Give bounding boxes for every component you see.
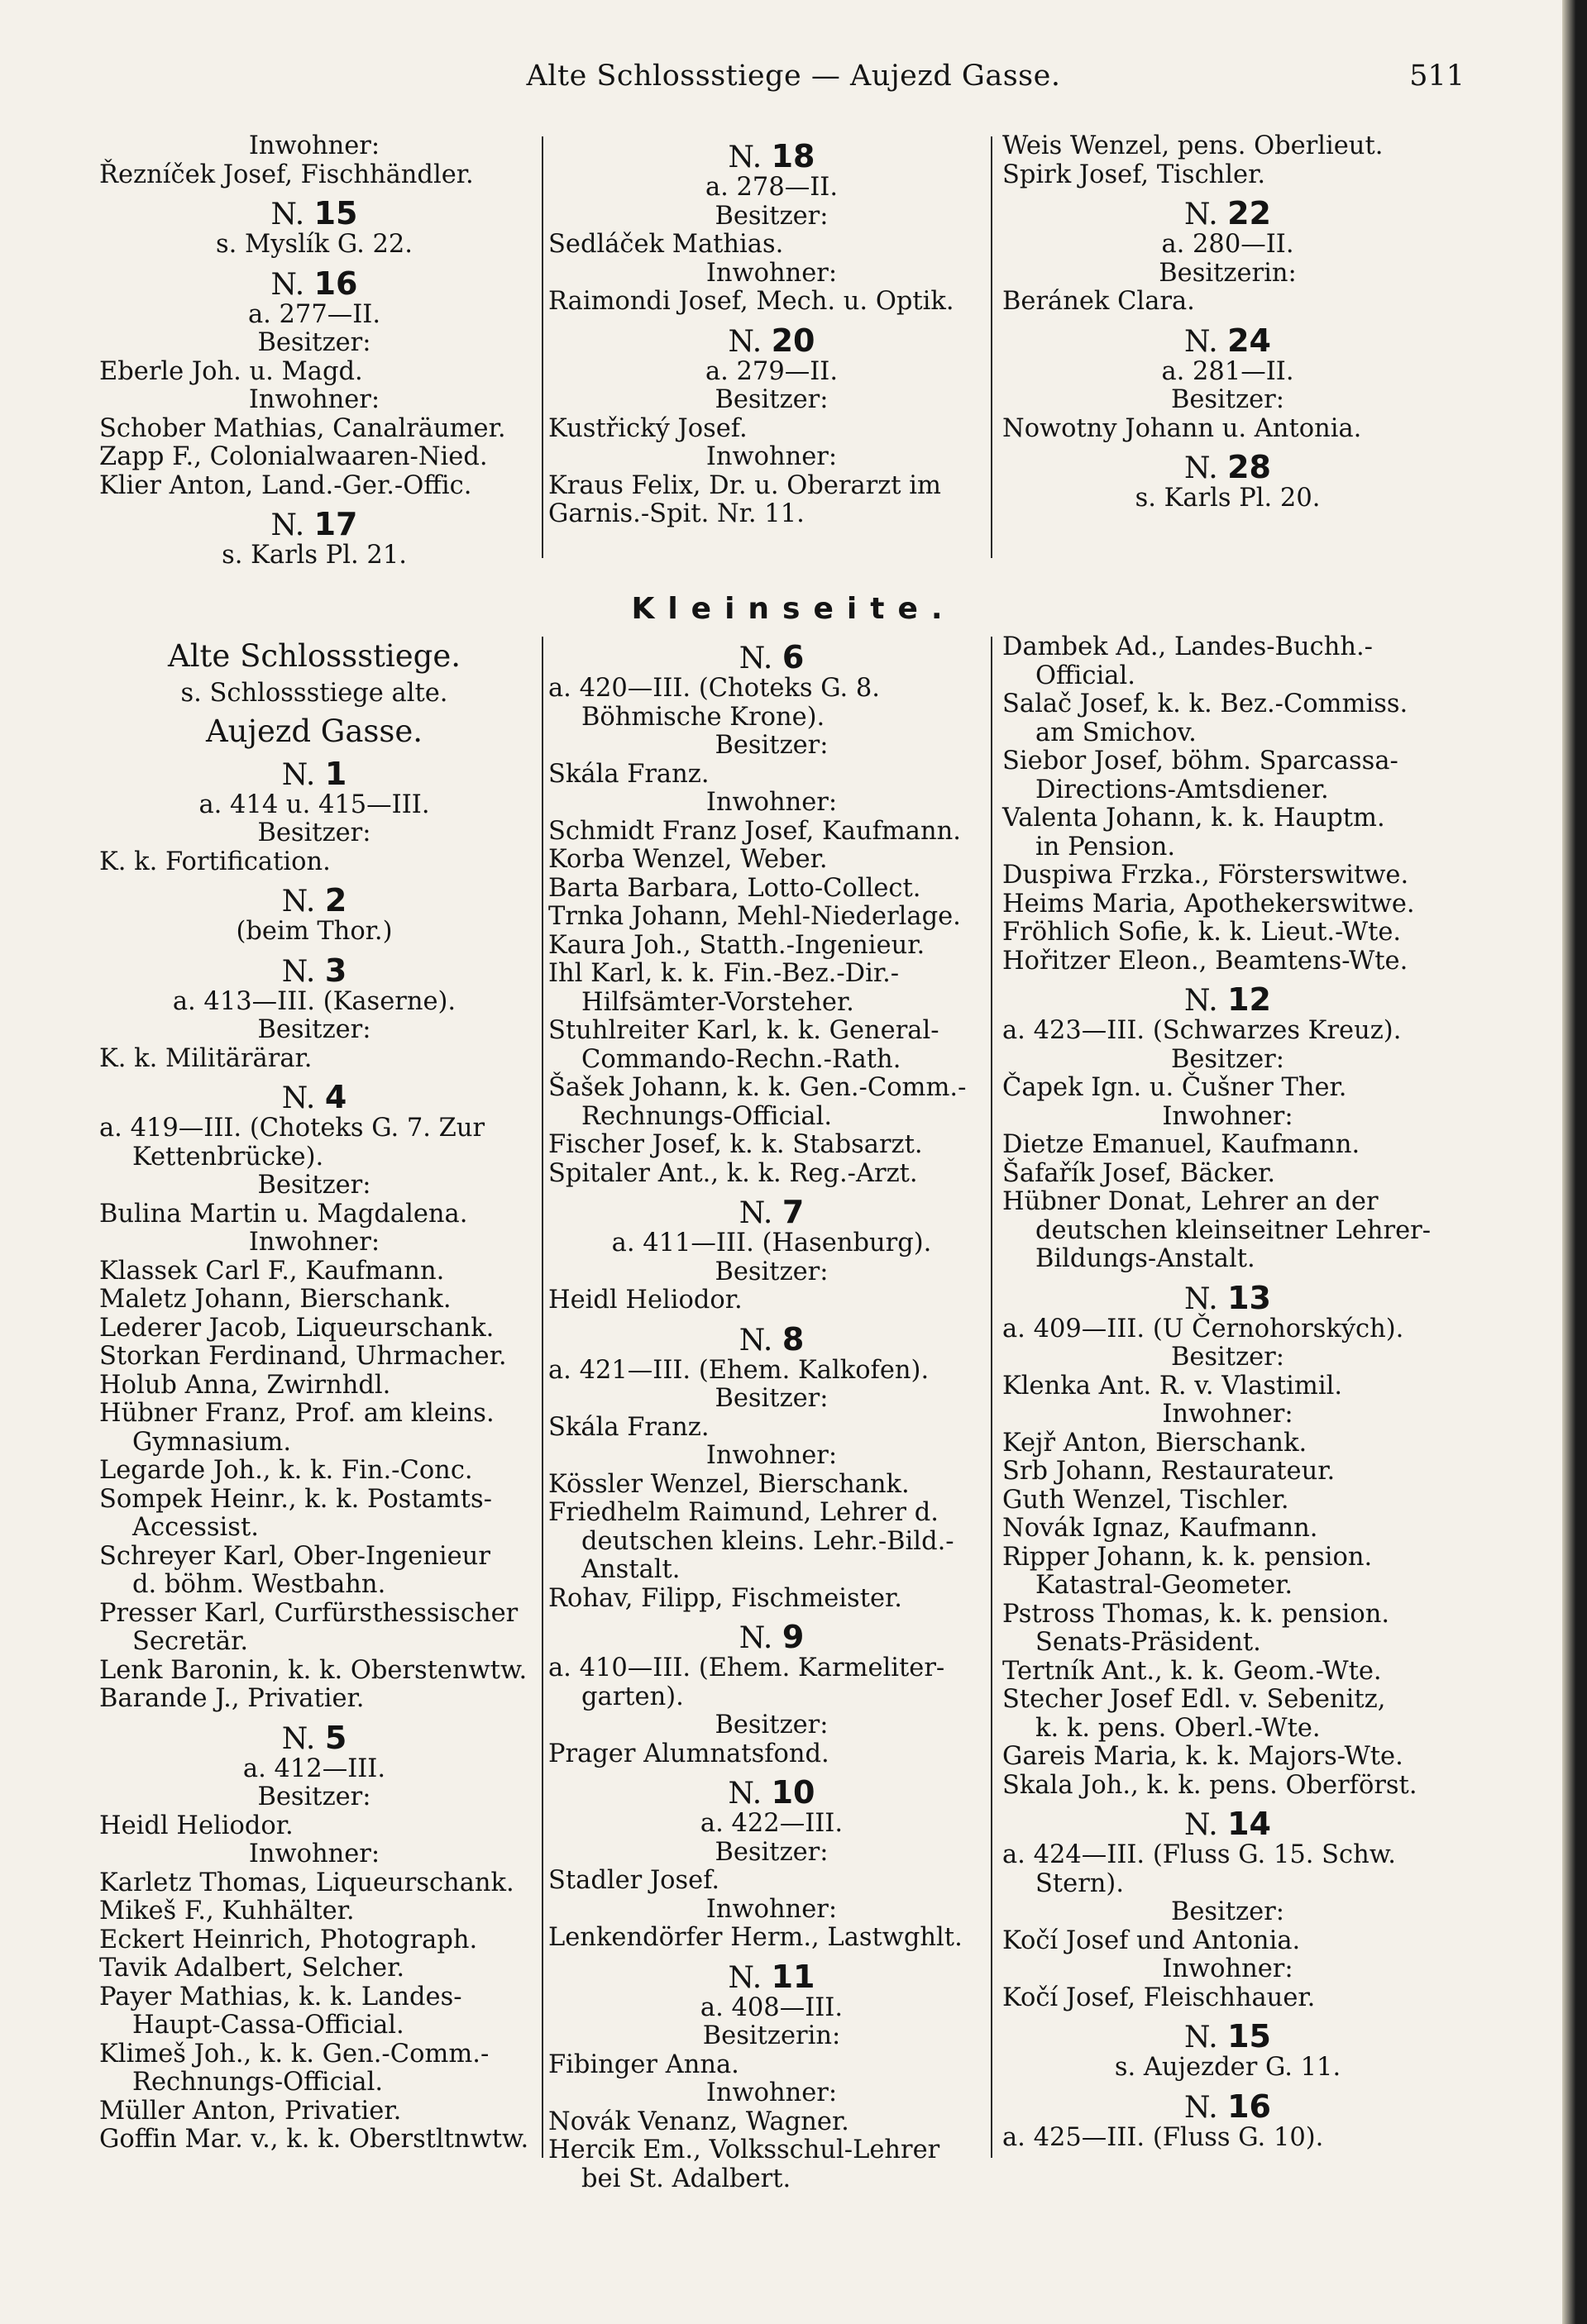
entry-label: Besitzer: xyxy=(257,328,371,357)
entry-label: Inwohner: xyxy=(705,442,838,471)
entry-continuation: k. k. pens. Oberl.-Wte. xyxy=(1035,1713,1321,1743)
entry-label: Besitzer: xyxy=(715,385,829,414)
house-number-prefix: N. xyxy=(728,1777,772,1811)
house-number-prefix: N. xyxy=(1184,1808,1228,1842)
house-number: 22 xyxy=(1227,195,1271,231)
entry-line: Schreyer Karl, Ober-Ingenieur xyxy=(99,1541,490,1571)
entry-line: Klenka Ant. R. v. Vlastimil. xyxy=(1002,1371,1343,1401)
entry-label: a. 280—II. xyxy=(1161,230,1294,259)
entry-continuation: Katastral-Geometer. xyxy=(1035,1571,1293,1600)
house-number-prefix: N. xyxy=(728,141,772,174)
house-number-heading xyxy=(548,1196,995,1229)
entry-line: a. 420—III. (Choteks G. 8. xyxy=(548,674,880,703)
entry-line: Weis Wenzel, pens. Oberlieut. xyxy=(1002,131,1384,160)
entry-continuation: Kettenbrücke). xyxy=(132,1142,324,1172)
entry-line: a. 425—III. (Fluss G. 10). xyxy=(1002,2122,1324,2152)
entry-line: Beránek Clara. xyxy=(1002,287,1195,316)
entry-line: Lenk Baronin, k. k. Oberstenwtw. xyxy=(99,1655,528,1685)
entry-continuation: am Smichov. xyxy=(1035,718,1197,747)
house-number-prefix: N. xyxy=(1184,1281,1228,1316)
entry-line: Holub Anna, Zwirnhdl. xyxy=(99,1370,391,1400)
entry-line: Spirk Josef, Tischler. xyxy=(1002,160,1266,189)
entry-continuation: Senats-Präsident. xyxy=(1035,1628,1261,1657)
entry-line: Kaura Joh., Statth.-Ingenieur. xyxy=(548,930,925,960)
house-number: 20 xyxy=(771,322,815,359)
entry-continuation: bei St. Adalbert. xyxy=(581,2164,791,2193)
house-number: 4 xyxy=(324,1079,347,1115)
entry-line: Lenkendörfer Herm., Lastwghlt. xyxy=(548,1923,963,1952)
column-divider xyxy=(542,637,543,2158)
entry-line: Hořitzer Eleon., Beamtens-Wte. xyxy=(1002,946,1408,976)
entry-line: Kustřický Josef. xyxy=(548,413,748,443)
entry-line: Tavik Adalbert, Selcher. xyxy=(99,1954,405,1983)
entry-line: Friedhelm Raimund, Lehrer d. xyxy=(548,1498,939,1527)
entry-line: Prager Alumnatsfond. xyxy=(548,1739,829,1768)
house-number-heading xyxy=(1002,195,1453,231)
house-number-prefix: N. xyxy=(1184,324,1228,359)
house-number: 3 xyxy=(324,952,347,989)
entry-line: Hübner Donat, Lehrer an der xyxy=(1002,1187,1379,1216)
house-number-heading xyxy=(548,1958,995,1995)
running-title: Alte Schlossstiege — Aujezd Gasse. xyxy=(526,60,1061,93)
house-number: 7 xyxy=(782,1194,805,1230)
entry-line: a. 409—III. (U Černohorských). xyxy=(1002,1314,1404,1343)
entry-continuation: Hilfsämter-Vorsteher. xyxy=(581,987,854,1017)
house-number-heading xyxy=(99,508,529,542)
entry-line: Maletz Johann, Bierschank. xyxy=(99,1285,452,1314)
entry-line: Trnka Johann, Mehl-Niederlage. xyxy=(548,902,961,931)
entry-line: Barande J., Privatier. xyxy=(99,1684,365,1713)
entry-continuation: garten). xyxy=(581,1682,684,1711)
entry-label: Besitzer: xyxy=(715,1257,829,1286)
entry-label: Inwohner: xyxy=(705,1894,838,1924)
entry-continuation: d. böhm. Westbahn. xyxy=(132,1570,386,1599)
house-number-prefix: N. xyxy=(281,885,325,919)
house-number-prefix: N. xyxy=(1184,198,1228,231)
entry-label: s. Karls Pl. 21. xyxy=(222,541,407,570)
entry-line: a. 419—III. (Choteks G. 7. Zur xyxy=(99,1114,485,1143)
entry-line: Kraus Felix, Dr. u. Oberarzt im xyxy=(548,470,941,500)
entry-label: Inwohner: xyxy=(248,131,380,160)
entry-line: Heidl Heliodor. xyxy=(548,1286,743,1315)
entry-label: Inwohner: xyxy=(1162,1954,1293,1983)
house-number: 16 xyxy=(313,265,358,302)
house-number-prefix: N. xyxy=(739,1196,782,1230)
entry-label: s. Karls Pl. 20. xyxy=(1135,484,1321,513)
entry-line: Kössler Wenzel, Bierschank. xyxy=(548,1469,910,1499)
house-number-heading xyxy=(1002,2088,1453,2125)
entry-label: (beim Thor.) xyxy=(236,917,393,946)
bottom-column-2 xyxy=(548,633,995,2193)
house-number-heading xyxy=(548,1774,995,1811)
entry-label: s. Aujezder G. 11. xyxy=(1114,2053,1341,2082)
entry-line: Novák Venanz, Wagner. xyxy=(548,2107,849,2136)
entry-line: Kejř Anton, Bierschank. xyxy=(1002,1428,1307,1458)
entry-label: Inwohner: xyxy=(248,1228,380,1257)
entry-line: Müller Anton, Privatier. xyxy=(99,2096,402,2126)
entry-line: Novák Ignaz, Kaufmann. xyxy=(1002,1514,1318,1543)
entry-line: Dietze Emanuel, Kaufmann. xyxy=(1002,1130,1360,1159)
entry-line: Pstross Thomas, k. k. pension. xyxy=(1002,1599,1390,1629)
house-number-prefix: N. xyxy=(739,1621,782,1655)
entry-line: Eberle Joh. u. Magd. xyxy=(99,356,363,386)
house-number: 13 xyxy=(1227,1279,1271,1316)
entry-continuation: deutschen kleins. Lehr.-Bild.- xyxy=(581,1526,954,1556)
house-number-prefix: N. xyxy=(739,642,782,675)
entry-line: Zapp F., Colonialwaaren-Nied. xyxy=(99,442,488,471)
entry-label: Inwohner: xyxy=(705,1441,838,1470)
house-number: 8 xyxy=(782,1320,805,1358)
entry-line: Karletz Thomas, Liqueurschank. xyxy=(99,1868,514,1897)
column-divider xyxy=(991,136,992,558)
entry-line: K. k. Fortification. xyxy=(99,847,331,876)
house-number-prefix: N. xyxy=(270,267,314,302)
entry-line: Šašek Johann, k. k. Gen.-Comm.- xyxy=(548,1073,967,1102)
entry-label: Inwohner: xyxy=(248,1840,380,1868)
entry-line: Eckert Heinrich, Photograph. xyxy=(99,1925,478,1954)
entry-line: Stadler Josef. xyxy=(548,1866,720,1895)
entry-continuation: Bildungs-Anstalt. xyxy=(1035,1244,1255,1273)
house-number-heading xyxy=(548,1621,995,1654)
entry-line: K. k. Militärärar. xyxy=(99,1043,313,1073)
entry-line: Tertník Ant., k. k. Geom.-Wte. xyxy=(1002,1656,1382,1686)
house-number-prefix: N. xyxy=(281,757,325,792)
entry-label: Besitzer: xyxy=(715,1711,829,1739)
entry-label: a. 411—III. (Hasenburg). xyxy=(611,1229,932,1257)
house-number-prefix: N. xyxy=(1184,2090,1228,2125)
entry-label: Besitzer: xyxy=(1170,1343,1285,1372)
entry-line: Presser Karl, Curfürsthessischer xyxy=(99,1598,519,1628)
entry-label: a. 408—III. xyxy=(700,1992,844,2022)
bottom-column-3 xyxy=(1002,633,1453,2152)
entry-label: Besitzer: xyxy=(715,201,829,231)
entry-line: Mikeš F., Kuhhälter. xyxy=(99,1897,355,1926)
entry-label: a. 281—II. xyxy=(1161,356,1294,386)
entry-label: Besitzer: xyxy=(1170,385,1285,414)
entry-label: a. 413—III. (Kaserne). xyxy=(172,986,457,1016)
entry-line: Rohav, Filipp, Fischmeister. xyxy=(548,1583,902,1613)
entry-continuation: Rechnungs-Official. xyxy=(132,2068,384,2097)
column-divider xyxy=(991,637,992,2158)
entry-line: Skála Franz. xyxy=(548,759,710,789)
entry-line: Guth Wenzel, Tischler. xyxy=(1002,1485,1289,1515)
house-number: 24 xyxy=(1227,322,1271,359)
entry-line: Schmidt Franz Josef, Kaufmann. xyxy=(548,816,961,846)
entry-line: Gareis Maria, k. k. Majors-Wte. xyxy=(1002,1742,1403,1771)
entry-line: Skála Franz. xyxy=(548,1412,710,1442)
entry-label: Inwohner: xyxy=(705,2078,838,2107)
house-number-prefix: N. xyxy=(281,1081,325,1115)
top-column-3 xyxy=(1002,132,1453,513)
entry-line: Korba Wenzel, Weber. xyxy=(548,845,828,874)
entry-line: Čapek Ign. u. Čušner Ther. xyxy=(1002,1073,1347,1102)
house-number: 12 xyxy=(1227,981,1271,1018)
entry-line: Heims Maria, Apothekerswitwe. xyxy=(1002,889,1415,919)
column-divider xyxy=(542,136,543,558)
street-heading: Aujezd Gasse. xyxy=(205,713,423,749)
entry-line: Hübner Franz, Prof. am kleins. xyxy=(99,1399,495,1428)
house-number-heading xyxy=(1002,2018,1453,2054)
entry-line: Raimondi Josef, Mech. u. Optik. xyxy=(548,287,954,316)
house-number-heading xyxy=(548,322,995,359)
entry-line: Heidl Heliodor. xyxy=(99,1811,294,1840)
house-number-prefix: N. xyxy=(1184,2021,1228,2054)
entry-continuation: Secretär. xyxy=(132,1627,249,1656)
entry-line: Šafařík Josef, Bäcker. xyxy=(1002,1158,1276,1188)
entry-label: a. 422—III. xyxy=(700,1809,844,1838)
entry-line: Ihl Karl, k. k. Fin.-Bez.-Dir.- xyxy=(548,959,900,988)
top-column-2 xyxy=(548,132,995,529)
house-number-heading xyxy=(1002,451,1453,484)
house-number-heading xyxy=(1002,981,1453,1018)
entry-line: Schober Mathias, Canalräumer. xyxy=(99,413,506,443)
entry-line: Fischer Josef, k. k. Stabsarzt. xyxy=(548,1130,923,1159)
entry-label: Besitzer: xyxy=(715,731,829,760)
house-number: 5 xyxy=(324,1719,347,1756)
house-number-heading xyxy=(99,195,529,231)
entry-line: Nowotny Johann u. Antonia. xyxy=(1002,413,1362,443)
entry-label: Besitzer: xyxy=(715,1384,829,1413)
entry-continuation: Böhmische Krone). xyxy=(581,702,825,732)
entry-line: Sompek Heinr., k. k. Postamts- xyxy=(99,1484,492,1514)
house-number-prefix: N. xyxy=(728,1960,772,1995)
page-number: 511 xyxy=(1409,60,1465,93)
house-number-prefix: N. xyxy=(1184,451,1228,485)
entry-label: a. 279—II. xyxy=(705,356,839,386)
entry-line: Sedláček Mathias. xyxy=(548,230,784,259)
entry-label: Inwohner: xyxy=(1162,1101,1293,1131)
entry-continuation: Directions-Amtsdiener. xyxy=(1035,775,1329,804)
entry-label: Besitzer: xyxy=(257,1015,371,1044)
entry-label: Besitzer: xyxy=(257,1782,371,1811)
entry-continuation: deutschen kleinseitner Lehrer- xyxy=(1035,1215,1432,1245)
entry-line: Duspiwa Frzka., Försterswitwe. xyxy=(1002,861,1409,890)
top-column-1 xyxy=(99,132,529,570)
entry-label: Besitzerin: xyxy=(702,2021,841,2050)
house-number: 10 xyxy=(771,1774,815,1811)
house-number-prefix: N. xyxy=(739,1323,782,1358)
house-number-heading xyxy=(99,755,529,792)
entry-line: Dambek Ad., Landes-Buchh.- xyxy=(1002,632,1373,661)
entry-line: Spitaler Ant., k. k. Reg.-Arzt. xyxy=(548,1158,918,1188)
entry-line: Fibinger Anna. xyxy=(548,2050,739,2079)
house-number-heading xyxy=(99,265,529,302)
street-heading: Alte Schlossstiege. xyxy=(168,638,461,674)
house-number: 6 xyxy=(782,639,805,675)
entry-label: Inwohner: xyxy=(1162,1400,1293,1429)
house-number: 9 xyxy=(782,1619,805,1655)
entry-line: Kočí Josef, Fleischhauer. xyxy=(1002,1983,1316,2012)
entry-continuation: Accessist. xyxy=(132,1513,259,1542)
house-number: 1 xyxy=(324,755,347,792)
entry-line: Řezníček Josef, Fischhändler. xyxy=(99,160,474,189)
house-number: 15 xyxy=(1227,2018,1271,2054)
house-number-heading xyxy=(99,1719,529,1756)
entry-continuation: Commando-Rechn.-Rath. xyxy=(581,1044,901,1074)
entry-label: Besitzer: xyxy=(1170,1044,1285,1074)
house-number: 11 xyxy=(771,1958,815,1995)
entry-continuation: Rechnungs-Official. xyxy=(581,1101,833,1131)
entry-line: Klier Anton, Land.-Ger.-Offic. xyxy=(99,470,472,500)
entry-line: a. 410—III. (Ehem. Karmeliter- xyxy=(548,1654,945,1682)
house-number-prefix: N. xyxy=(1184,984,1228,1018)
entry-label: Inwohner: xyxy=(705,258,838,288)
house-number: 17 xyxy=(313,506,358,542)
entry-line: Srb Johann, Restaurateur. xyxy=(1002,1457,1336,1486)
entry-line: Klimeš Joh., k. k. Gen.-Comm.- xyxy=(99,2039,490,2069)
entry-label: Besitzer: xyxy=(257,1171,371,1200)
house-number-heading xyxy=(99,952,529,989)
entry-line: Goffin Mar. v., k. k. Oberstltnwtw. xyxy=(99,2125,529,2154)
house-number-prefix: N. xyxy=(281,1721,325,1756)
house-number-heading xyxy=(1002,1808,1453,1841)
house-number-heading xyxy=(548,639,995,675)
entry-line: Barta Barbara, Lotto-Collect. xyxy=(548,873,921,903)
house-number-heading xyxy=(99,1081,529,1114)
house-number-prefix: N. xyxy=(728,324,772,359)
district-heading: Kleinseite. xyxy=(631,592,956,626)
entry-line: Payer Mathias, k. k. Landes- xyxy=(99,1982,462,2011)
entry-label: a. 412—III. xyxy=(242,1754,386,1783)
entry-line: a. 423—III. (Schwarzes Kreuz). xyxy=(1002,1016,1402,1045)
entry-line: Garnis.-Spit. Nr. 11. xyxy=(548,499,805,528)
entry-line: Stuhlreiter Karl, k. k. General- xyxy=(548,1016,939,1045)
house-number-prefix: N. xyxy=(270,198,314,231)
entry-label: Inwohner: xyxy=(705,788,838,817)
entry-label: Besitzer: xyxy=(715,1837,829,1867)
entry-label: s. Schlossstiege alte. xyxy=(180,679,448,708)
entry-line: a. 421—III. (Ehem. Kalkofen). xyxy=(548,1355,930,1385)
entry-line: Fröhlich Sofie, k. k. Lieut.-Wte. xyxy=(1002,918,1402,947)
entry-label: Besitzer: xyxy=(257,818,371,847)
entry-line: Storkan Ferdinand, Uhrmacher. xyxy=(99,1342,507,1371)
entry-label: a. 414 u. 415—III. xyxy=(198,790,430,819)
house-number-prefix: N. xyxy=(270,508,314,542)
entry-line: Klassek Carl F., Kaufmann. xyxy=(99,1256,445,1286)
entry-continuation: Gymnasium. xyxy=(132,1427,292,1457)
entry-label: s. Myslík G. 22. xyxy=(215,230,413,259)
entry-continuation: Haupt-Cassa-Official. xyxy=(132,2011,404,2040)
entry-line: a. 424—III. (Fluss G. 15. Schw. xyxy=(1002,1840,1396,1869)
house-number: 18 xyxy=(771,138,815,174)
house-number-heading xyxy=(99,882,529,919)
house-number-heading xyxy=(548,138,995,174)
page-edge xyxy=(1562,0,1587,2324)
entry-label: a. 277—II. xyxy=(247,299,381,329)
house-number: 2 xyxy=(324,882,347,919)
page-header xyxy=(0,55,1587,104)
entry-line: Legarde Joh., k. k. Fin.-Conc. xyxy=(99,1456,473,1485)
house-number-heading xyxy=(1002,1279,1453,1316)
entry-line: Kočí Josef und Antonia. xyxy=(1002,1926,1301,1955)
entry-label: Inwohner: xyxy=(248,385,380,414)
bottom-column-1 xyxy=(99,633,529,2155)
house-number: 14 xyxy=(1227,1806,1271,1842)
house-number: 15 xyxy=(313,195,358,231)
entry-line: Ripper Johann, k. k. pension. xyxy=(1002,1542,1373,1572)
entry-line: Valenta Johann, k. k. Hauptm. xyxy=(1002,804,1385,833)
entry-line: Stecher Josef Edl. v. Sebenitz, xyxy=(1002,1685,1386,1714)
house-number: 28 xyxy=(1227,449,1271,485)
entry-line: Hercik Em., Volksschul-Lehrer xyxy=(548,2136,940,2164)
entry-continuation: in Pension. xyxy=(1035,832,1176,861)
entry-line: Lederer Jacob, Liqueurschank. xyxy=(99,1313,495,1343)
entry-line: Skala Joh., k. k. pens. Oberförst. xyxy=(1002,1770,1417,1800)
entry-line: Salač Josef, k. k. Bez.-Commiss. xyxy=(1002,690,1408,718)
entry-label: Besitzerin: xyxy=(1159,258,1297,288)
entry-continuation: Official. xyxy=(1035,661,1135,690)
house-number-prefix: N. xyxy=(281,954,325,989)
house-number-heading xyxy=(548,1320,995,1358)
entry-continuation: Stern). xyxy=(1035,1868,1125,1898)
entry-label: a. 278—II. xyxy=(705,173,839,202)
entry-line: Bulina Martin u. Magdalena. xyxy=(99,1199,468,1229)
entry-line: Siebor Josef, böhm. Sparcassa- xyxy=(1002,747,1398,775)
entry-continuation: Anstalt. xyxy=(581,1555,681,1584)
entry-label: Besitzer: xyxy=(1170,1897,1285,1926)
house-number-heading xyxy=(1002,322,1453,359)
house-number: 16 xyxy=(1227,2088,1271,2125)
